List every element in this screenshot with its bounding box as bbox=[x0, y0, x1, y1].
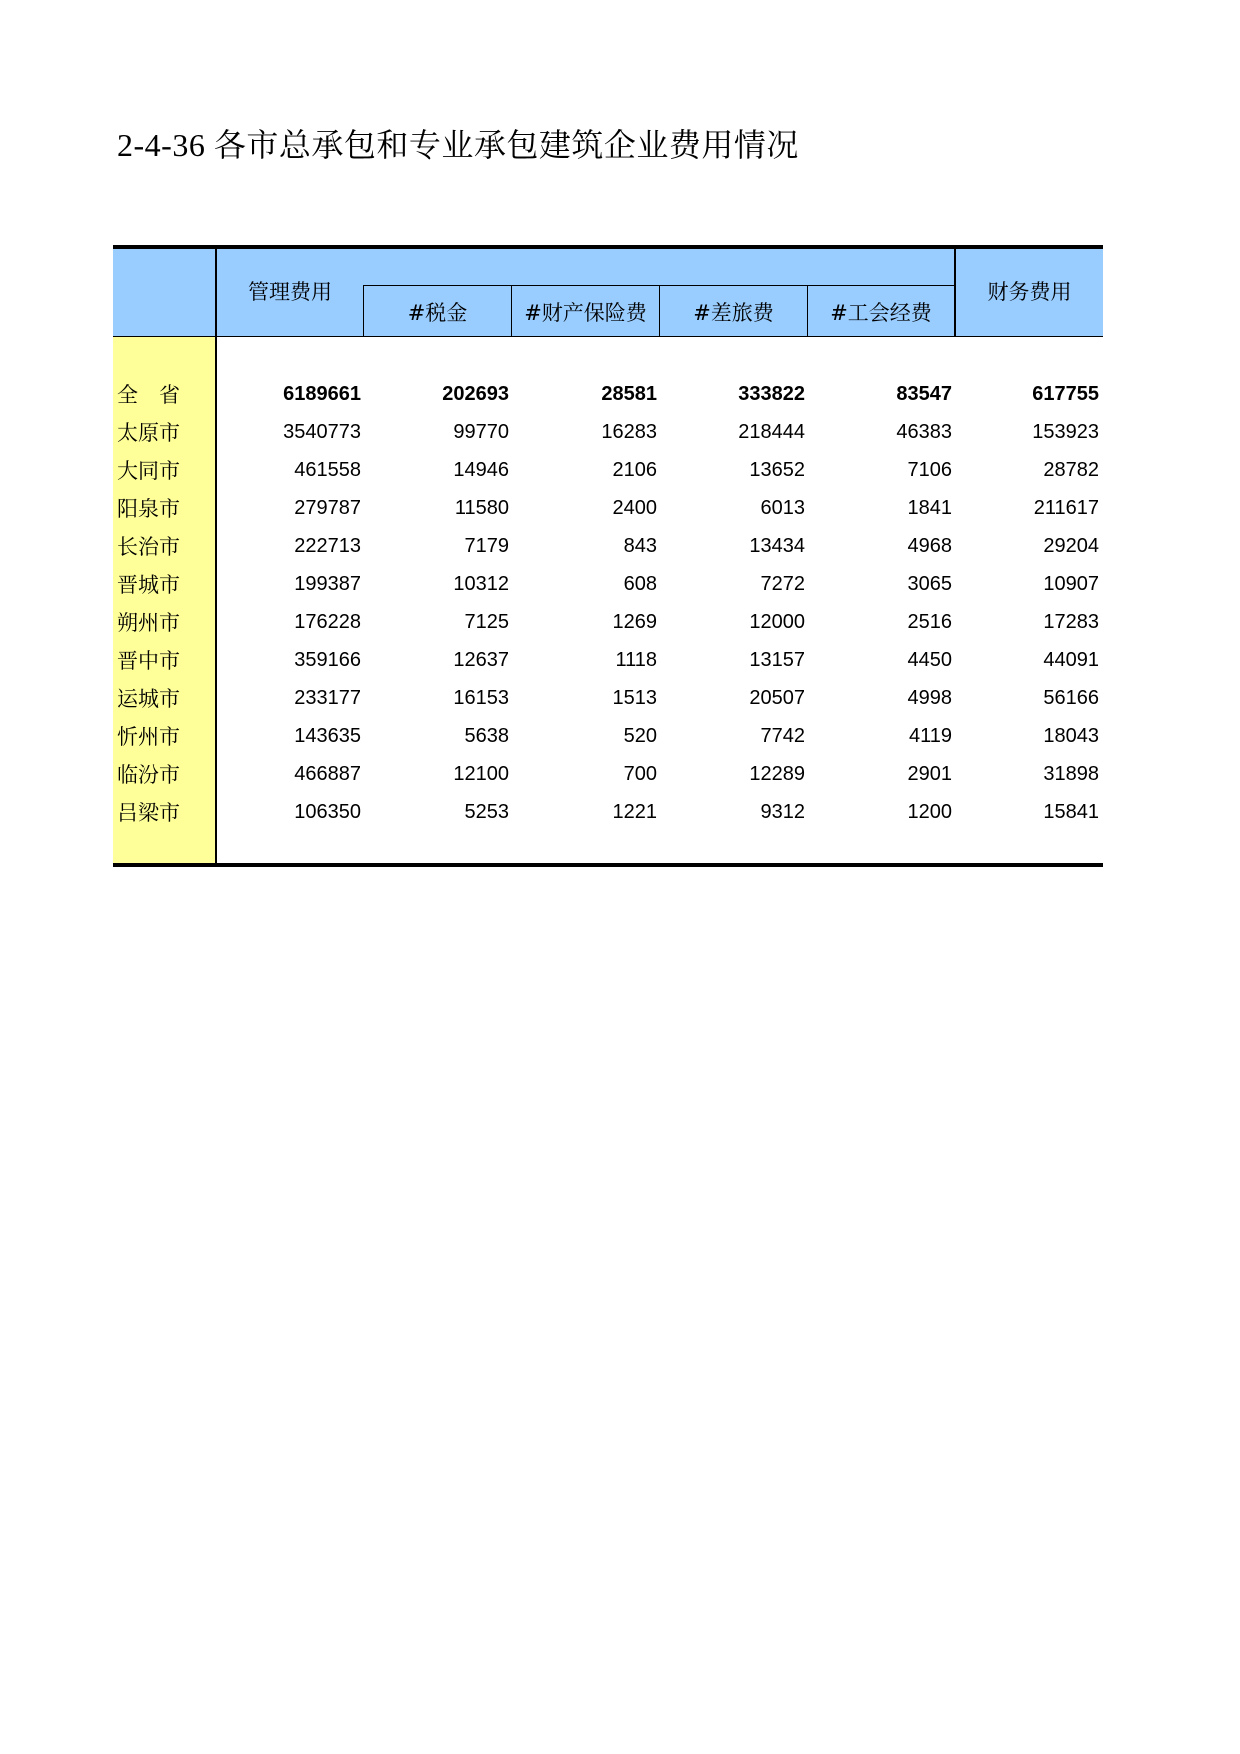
management-fee-cell: 3540773 bbox=[283, 420, 361, 443]
bottom-rule bbox=[113, 863, 1103, 867]
management-fee-cell: 222713 bbox=[294, 534, 361, 557]
region-name: 吕梁市 bbox=[117, 801, 180, 825]
region-name: 全 省 bbox=[117, 383, 180, 407]
header-financial-fee: 财务费用 bbox=[987, 280, 1072, 304]
header-tax: #税金 bbox=[407, 300, 468, 325]
travel-cell: 218444 bbox=[738, 420, 805, 443]
financial-fee-cell: 17283 bbox=[1043, 610, 1099, 633]
union-fee-cell: 1200 bbox=[907, 800, 952, 823]
travel-cell: 9312 bbox=[760, 800, 805, 823]
property-insurance-cell: 700 bbox=[623, 762, 657, 785]
tax-cell: 5253 bbox=[464, 800, 509, 823]
tax-cell: 5638 bbox=[464, 724, 509, 747]
tax-cell: 7125 bbox=[464, 610, 509, 633]
union-fee-cell: 83547 bbox=[896, 382, 952, 405]
union-fee-cell: 7106 bbox=[907, 458, 952, 481]
property-insurance-cell: 843 bbox=[623, 534, 657, 557]
union-fee-cell: 1841 bbox=[907, 496, 952, 519]
region-name: 大同市 bbox=[117, 459, 180, 483]
financial-fee-cell: 211617 bbox=[1033, 496, 1099, 519]
header-management-fee: 管理费用 bbox=[248, 280, 332, 304]
tax-cell: 12637 bbox=[453, 648, 509, 671]
region-name: 太原市 bbox=[117, 421, 180, 445]
travel-cell: 6013 bbox=[760, 496, 805, 519]
union-fee-cell: 4998 bbox=[907, 686, 952, 709]
property-insurance-cell: 608 bbox=[623, 572, 657, 595]
management-fee-cell: 176228 bbox=[294, 610, 361, 633]
financial-fee-cell: 44091 bbox=[1043, 648, 1099, 671]
travel-cell: 13157 bbox=[749, 648, 805, 671]
financial-fee-cell: 153923 bbox=[1032, 420, 1099, 443]
financial-fee-cell: 15841 bbox=[1043, 800, 1099, 823]
travel-cell: 333822 bbox=[738, 382, 805, 405]
property-insurance-cell: 1118 bbox=[615, 648, 657, 671]
tax-cell: 12100 bbox=[453, 762, 509, 785]
financial-fee-cell: 56166 bbox=[1043, 686, 1099, 709]
property-insurance-cell: 1513 bbox=[612, 686, 657, 709]
union-fee-cell: 2516 bbox=[907, 610, 952, 633]
property-insurance-cell: 2400 bbox=[612, 496, 657, 519]
property-insurance-cell: 520 bbox=[623, 724, 657, 747]
management-fee-cell: 279787 bbox=[294, 496, 361, 519]
property-insurance-cell: 28581 bbox=[601, 382, 657, 405]
property-insurance-cell: 1221 bbox=[612, 800, 657, 823]
header-travel: #差旅费 bbox=[693, 300, 774, 325]
region-name: 阳泉市 bbox=[117, 497, 180, 521]
financial-fee-cell: 10907 bbox=[1043, 572, 1099, 595]
region-name: 朔州市 bbox=[117, 611, 180, 635]
travel-cell: 13434 bbox=[749, 534, 805, 557]
header-union-fee: #工会经费 bbox=[830, 300, 932, 325]
property-insurance-cell: 2106 bbox=[612, 458, 657, 481]
tax-cell: 16153 bbox=[453, 686, 509, 709]
union-fee-cell: 3065 bbox=[907, 572, 952, 595]
property-insurance-cell: 16283 bbox=[601, 420, 657, 443]
property-insurance-cell: 1269 bbox=[612, 610, 657, 633]
travel-cell: 13652 bbox=[749, 458, 805, 481]
region-name: 晋城市 bbox=[117, 573, 180, 597]
tax-cell: 14946 bbox=[453, 458, 509, 481]
region-name: 晋中市 bbox=[117, 649, 180, 673]
management-fee-cell: 233177 bbox=[294, 686, 361, 709]
management-fee-cell: 461558 bbox=[294, 458, 361, 481]
travel-cell: 12289 bbox=[749, 762, 805, 785]
union-fee-cell: 2901 bbox=[907, 762, 952, 785]
financial-fee-cell: 31898 bbox=[1043, 762, 1099, 785]
financial-fee-cell: 18043 bbox=[1043, 724, 1099, 747]
header-property-insurance: #财产保险费 bbox=[524, 300, 647, 325]
region-name: 临汾市 bbox=[117, 763, 180, 787]
management-fee-cell: 466887 bbox=[294, 762, 361, 785]
management-fee-cell: 359166 bbox=[294, 648, 361, 671]
page-title: 2-4-36 各市总承包和专业承包建筑企业费用情况 bbox=[117, 127, 799, 163]
region-name: 忻州市 bbox=[117, 725, 180, 749]
financial-fee-cell: 617755 bbox=[1032, 382, 1099, 405]
tax-cell: 202693 bbox=[442, 382, 509, 405]
financial-fee-cell: 29204 bbox=[1043, 534, 1099, 557]
region-name: 长治市 bbox=[117, 535, 180, 559]
management-fee-cell: 143635 bbox=[294, 724, 361, 747]
union-fee-cell: 4450 bbox=[907, 648, 952, 671]
management-fee-cell: 6189661 bbox=[283, 382, 361, 405]
region-name: 运城市 bbox=[117, 687, 180, 711]
expense-table bbox=[113, 245, 1103, 867]
travel-cell: 7742 bbox=[760, 724, 805, 747]
union-fee-cell: 46383 bbox=[896, 420, 952, 443]
tax-cell: 10312 bbox=[453, 572, 509, 595]
management-fee-cell: 106350 bbox=[294, 800, 361, 823]
tax-cell: 11580 bbox=[454, 496, 509, 519]
union-fee-cell: 4119 bbox=[908, 724, 952, 747]
travel-cell: 7272 bbox=[760, 572, 805, 595]
management-fee-cell: 199387 bbox=[294, 572, 361, 595]
union-fee-cell: 4968 bbox=[907, 534, 952, 557]
financial-fee-cell: 28782 bbox=[1043, 458, 1099, 481]
travel-cell: 12000 bbox=[749, 610, 805, 633]
tax-cell: 7179 bbox=[464, 534, 509, 557]
tax-cell: 99770 bbox=[453, 420, 509, 443]
travel-cell: 20507 bbox=[749, 686, 805, 709]
